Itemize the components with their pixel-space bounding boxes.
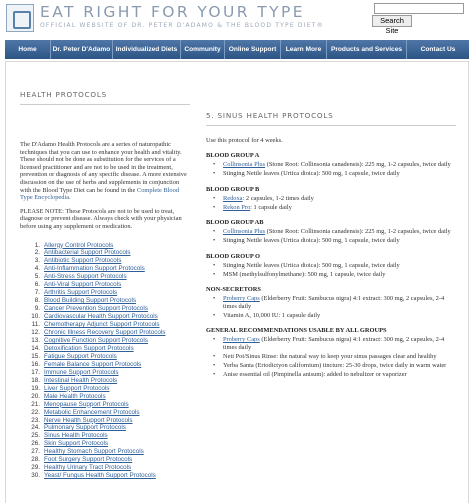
entry-text <box>223 161 456 168</box>
entry-detail: Stinging Nettle leaves (Urtica dioica): 500 mg, 1 capsule, twice daily <box>223 170 400 178</box>
list-item <box>26 297 190 305</box>
intro-paragraph <box>20 141 190 202</box>
entry-detail: Stinging Nettle leaves (Urtica dioica): 500 mg, 1 capsule, twice daily <box>223 261 400 269</box>
nav-item-dr-peter-dadamo[interactable]: Dr. Peter D'Adamo <box>51 40 113 59</box>
list-item <box>26 456 190 464</box>
intro-text: The D'Adamo Health Protocols are a series of naturopathic techniques that you can use to enhance your health and vitality. These should not be done as substitution for the services of a licensed practitioner and are not to be used in the treatment, prevention or diagnosis of any specific disease. A more extensive discussion on the use of herbs and supplements in conjunction with the Blood Type Diet can be found in the <box>20 141 187 194</box>
site-subtitle: OFFICIAL WEBSITE OF DR. PETER D'ADAMO & THE BLOOD TYPE DIET® <box>40 22 324 29</box>
list-item-number: 19. <box>31 384 40 392</box>
logo-icon[interactable] <box>6 4 34 32</box>
bullet-icon: • <box>213 170 216 178</box>
health-protocols-heading: HEALTH PROTOCOLS <box>20 90 190 105</box>
list-item <box>213 161 456 168</box>
nav-item-individualized-diets[interactable]: Individualized Diets <box>113 40 181 59</box>
list-item <box>26 321 190 329</box>
protocol-link[interactable]: Menopause Support Protocols <box>44 400 129 408</box>
entry-text <box>223 195 456 202</box>
group-title: GENERAL RECOMMENDATIONS USABLE BY ALL GROUPS <box>206 327 387 335</box>
entry-text <box>223 262 456 269</box>
protocol-link[interactable]: Chemotherapy Adjunct Support Protocols <box>44 321 160 329</box>
list-item-number: 12. <box>31 329 40 337</box>
entry-detail: Anise essential oil (Pimpinella anisum): added to nebulizer or vaporizer <box>223 371 407 379</box>
protocol-link[interactable]: Healthy Urinary Tract Protocols <box>44 464 132 472</box>
list-item-number: 18. <box>31 376 40 384</box>
protocol-list <box>26 242 190 481</box>
product-link[interactable]: Proberry Caps <box>223 336 260 344</box>
entry-detail: (Stone Root: Collinsonia canadensis): 225 mg, 1-2 capsules, twice daily <box>265 161 451 168</box>
list-item <box>26 440 190 448</box>
protocol-link[interactable]: Male Health Protocols <box>44 392 106 400</box>
list-item <box>213 170 456 177</box>
protocol-link[interactable]: Allergy Control Protocols <box>44 241 114 249</box>
bullet-icon: • <box>213 261 216 269</box>
list-item-number: 28. <box>31 456 40 464</box>
list-item <box>26 393 190 401</box>
list-item <box>26 337 190 345</box>
protocol-link[interactable]: Anti-Inflammation Support Protocols <box>44 265 145 273</box>
group-title: BLOOD GROUP O <box>206 252 260 260</box>
list-item <box>213 312 456 319</box>
protocol-link[interactable]: Female Balance Support Protocols <box>44 360 142 368</box>
list-item-number: 24. <box>31 424 40 432</box>
encyclopedia-link[interactable]: Complete Blood Type Encyclopedia. <box>20 186 180 202</box>
bullet-icon: • <box>213 311 216 319</box>
list-item <box>26 281 190 289</box>
list-item <box>26 265 190 273</box>
entry-detail: (Elderberry Fruit: Sambucus nigra) 4:1 extract: 300 mg, 2 capsules, 2-4 times daily <box>223 295 445 310</box>
list-item-number: 26. <box>31 440 40 448</box>
entry-text <box>223 336 456 351</box>
entry-text <box>223 295 456 310</box>
list-item-number: 4. <box>34 265 40 273</box>
list-item <box>26 401 190 409</box>
product-link[interactable]: Rekon Pro <box>223 203 251 211</box>
site-title[interactable]: EAT RIGHT FOR YOUR TYPE <box>40 3 305 21</box>
list-item-number: 20. <box>31 392 40 400</box>
list-item-number: 15. <box>31 352 40 360</box>
please-note-paragraph: PLEASE NOTE: These Protocols are not to be used to treat, diagnose or prevent disease. Always check with your physician before using any supplement or medication. <box>20 207 182 230</box>
nav-item-home[interactable]: Home <box>5 40 51 59</box>
protocol-link[interactable]: Arthritis Support Protocols <box>44 289 118 297</box>
list-item-number: 2. <box>34 249 40 257</box>
blood-group-sections <box>206 152 456 379</box>
entry-detail: Neti Pot/Sinus Rinse: the natural way to keep your sinus passages clear and healthy <box>223 352 437 360</box>
protocol-link[interactable]: Antibacterial Support Protocols <box>44 249 131 257</box>
protocol-link[interactable]: Cardiovascular Health Support Protocols <box>44 313 158 321</box>
list-item <box>213 228 456 235</box>
list-item <box>26 432 190 440</box>
protocol-link[interactable]: Liver Support Protocols <box>44 384 110 392</box>
group-title: NON-SECRETORS <box>206 286 261 294</box>
list-item <box>26 417 190 425</box>
entry-detail: (Stone Root: Collinsonia canadensis): 225 mg, 1-2 capsules, twice daily <box>265 228 451 236</box>
list-item-number: 25. <box>31 432 40 440</box>
list-item-number: 14. <box>31 344 40 352</box>
nav-item-contact-us[interactable]: Contact Us <box>420 46 456 53</box>
bullet-icon: • <box>213 203 216 211</box>
list-item <box>26 329 190 337</box>
list-item <box>26 369 190 377</box>
protocol-link[interactable]: Yeast/ Fungus Health Support Protocols <box>44 472 156 480</box>
protocol-link[interactable]: Fatigue Support Protocols <box>44 352 117 360</box>
nav-item-products-and-services[interactable]: Products and Services <box>327 40 407 59</box>
left-column <box>20 90 190 480</box>
list-item <box>26 305 190 313</box>
list-item-number: 17. <box>31 368 40 376</box>
product-link[interactable]: Redoxa <box>223 194 243 202</box>
protocol-link[interactable]: Anti-Viral Support Protocols <box>44 281 122 289</box>
bullet-icon: • <box>213 371 216 379</box>
group-title: BLOOD GROUP B <box>206 185 260 193</box>
list-item <box>26 361 190 369</box>
site-header <box>0 0 474 40</box>
list-item-number: 3. <box>34 257 40 265</box>
list-item-number: 21. <box>31 400 40 408</box>
list-item-number: 13. <box>31 336 40 344</box>
list-item-number: 23. <box>31 416 40 424</box>
group-title: BLOOD GROUP AB <box>206 219 264 227</box>
main-nav <box>5 40 469 59</box>
list-item <box>26 313 190 321</box>
list-item-number: 6. <box>34 281 40 289</box>
entry-text <box>223 170 456 177</box>
list-item <box>213 371 456 378</box>
nav-item-community[interactable]: Community <box>181 40 225 59</box>
entry-detail: Yerba Santa (Eriodictyon californium) tincture: 25-30 drops, twice daily in warm water <box>223 362 447 370</box>
protocol-link[interactable]: Sinus Health Protocols <box>44 432 108 440</box>
list-item <box>26 377 190 385</box>
list-item-number: 8. <box>34 297 40 305</box>
protocol-link[interactable]: Blood Building Support Protocols <box>44 297 137 305</box>
entry-detail: Vitamin A, 10,000 IU: 1 capsule daily <box>223 311 321 319</box>
list-item <box>26 424 190 432</box>
list-item-number: 5. <box>34 273 40 281</box>
sinus-protocols-heading: 5. SINUS HEALTH PROTOCOLS <box>206 111 456 126</box>
list-item-number: 29. <box>31 464 40 472</box>
bullet-icon: • <box>213 271 216 279</box>
bullet-icon: • <box>213 352 216 360</box>
bullet-icon: • <box>213 228 216 236</box>
usage-duration: Use this protocol for 4 weeks. <box>206 137 283 144</box>
list-item-number: 27. <box>31 448 40 456</box>
nav-item-online-support[interactable]: Online Support <box>225 40 281 59</box>
protocol-link[interactable]: Antibiotic Support Protocols <box>44 257 122 265</box>
bullet-icon: • <box>213 161 216 168</box>
protocol-link[interactable]: Healthy Stomach Support Protocols <box>44 448 144 456</box>
bullet-icon: • <box>213 194 216 202</box>
entry-text <box>223 237 456 244</box>
entry-text <box>223 228 456 235</box>
list-item <box>26 273 190 281</box>
entry-text <box>223 362 456 369</box>
list-item <box>26 242 190 250</box>
entry-detail: Stinging Nettle leaves (Urtica dioica): 500 mg, 1 capsule, twice daily <box>223 237 400 245</box>
protocol-link[interactable]: Metabolic Enhancement Protocols <box>44 408 140 416</box>
right-column <box>206 111 456 379</box>
protocol-link[interactable]: Skin Support Protocols <box>44 440 109 448</box>
list-item <box>213 237 456 244</box>
entry-detail: : 1 capsule daily <box>250 203 292 211</box>
protocol-link[interactable]: Anti-Stress Support Protocols <box>44 273 127 281</box>
list-item <box>213 204 456 211</box>
list-item <box>213 362 456 369</box>
list-item-number: 7. <box>34 289 40 297</box>
entry-detail: MSM (methylsulfonylmethane): 500 mg, 1 capsule, twice daily <box>223 271 386 279</box>
search-button[interactable]: Search Site <box>372 15 412 27</box>
protocol-link[interactable]: Nerve Health Support Protocols <box>44 416 133 424</box>
product-link[interactable]: Collinsonia Plus <box>223 161 266 168</box>
list-item-number: 10. <box>31 313 40 321</box>
bullet-icon: • <box>213 336 216 344</box>
protocol-link[interactable]: Foot Surgery Support Protocols <box>44 456 133 464</box>
protocol-link[interactable]: Immune Support Protocols <box>44 368 119 376</box>
group-title: BLOOD GROUP A <box>206 152 260 159</box>
list-item <box>213 295 456 310</box>
entry-text <box>223 353 456 360</box>
nav-item-learn-more[interactable]: Learn More <box>281 40 327 59</box>
entry-text <box>223 271 456 278</box>
product-link[interactable]: Collinsonia Plus <box>223 228 266 236</box>
entry-detail: (Elderberry Fruit: Sambucus nigra) 4:1 extract: 300 mg, 2 capsules, 2-4 times daily <box>223 336 445 351</box>
search-input[interactable] <box>374 3 464 14</box>
list-item <box>26 448 190 456</box>
list-item-number: 16. <box>31 360 40 368</box>
protocol-link[interactable]: Pulmonary Support Protocols <box>44 424 126 432</box>
protocol-link[interactable]: Intestinal Health Protocols <box>44 376 118 384</box>
list-item-number: 1. <box>34 241 40 249</box>
list-item <box>213 336 456 351</box>
list-item <box>26 385 190 393</box>
entry-text <box>223 371 456 378</box>
content-area <box>5 61 469 503</box>
entry-text <box>223 312 456 319</box>
protocol-link[interactable]: Cognitive Function Support Protocols <box>44 336 148 344</box>
list-item <box>213 271 456 278</box>
product-link[interactable]: Proberry Caps <box>223 295 260 303</box>
list-item <box>26 289 190 297</box>
list-item <box>213 262 456 269</box>
entry-text <box>223 204 456 211</box>
list-item <box>26 257 190 265</box>
list-item-number: 22. <box>31 408 40 416</box>
list-item-number: 30. <box>31 472 40 480</box>
list-item <box>26 464 190 472</box>
bullet-icon: • <box>213 237 216 245</box>
protocol-link[interactable]: Chronic Illness Recovery Support Protocols <box>44 329 166 337</box>
protocol-link[interactable]: Cancer Prevention Support Protocols <box>44 305 148 313</box>
list-item <box>26 353 190 361</box>
list-item-number: 11. <box>31 321 40 329</box>
bullet-icon: • <box>213 362 216 370</box>
list-item <box>213 353 456 360</box>
list-item <box>26 345 190 353</box>
list-item <box>26 249 190 257</box>
entry-detail: : 2 capsules, 1-2 times daily <box>242 194 314 202</box>
protocol-link[interactable]: Detoxification Support Protocols <box>44 344 134 352</box>
list-item <box>213 195 456 202</box>
list-item <box>26 472 190 480</box>
bullet-icon: • <box>213 295 216 303</box>
list-item <box>26 409 190 417</box>
list-item-number: 9. <box>34 305 40 313</box>
